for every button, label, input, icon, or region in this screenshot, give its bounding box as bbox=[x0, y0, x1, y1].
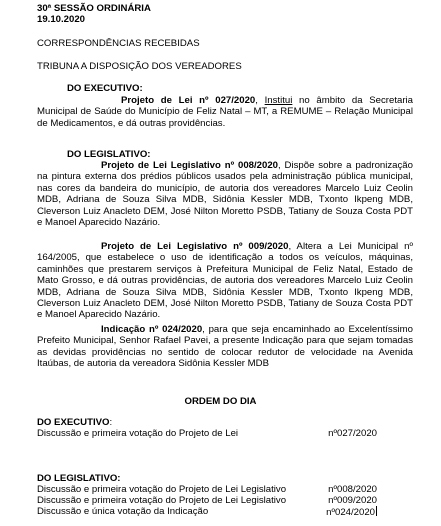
ordem-row-description: Discussão e primeira votação do Projeto de Lei bbox=[37, 428, 239, 439]
legislativo-heading: DO LEGISLATIVO: bbox=[67, 149, 151, 160]
session-title: 30ª SESSÃO ORDINÁRIA bbox=[37, 3, 151, 14]
ordem-row-number-wrap bbox=[326, 506, 377, 518]
legislativo-item-text: , Altera a Lei Municipal nº 164/2005, que estabelece o uso de identificação a todos os veículos, máquinas, caminhões que prestarem serviços à Prefeitura Municipal de Feliz Natal, Estado de Mato Grosso, e dá outras providências, de autoria dos vereadores Marcelo Luiz Ceolin MDB, Adriana de Souza Silva MDB, Sidônia Kessler MDB, Txonto Ikpeng MDB, Cleverson Luiz Anacleto DEM, José Nilton Moretto PSDB, Tatiany de Souza Costa PDT e Manoel Aparecido Nazário. bbox=[37, 241, 413, 321]
ordem-legislativo-row bbox=[37, 506, 377, 518]
ordem-executivo-heading bbox=[37, 417, 112, 428]
executivo-bill-title: Projeto de Lei nº 027/2020 bbox=[121, 95, 256, 106]
executivo-heading: DO EXECUTIVO: bbox=[67, 83, 143, 94]
ordem-executivo-heading-text: DO EXECUTIVO bbox=[37, 417, 110, 428]
executivo-bill bbox=[37, 95, 413, 129]
legislativo-item-text: , para que seja encaminhado ao Excelentíssimo Prefeito Municipal, Senhor Rafael Pavei, a presente Indicação para que sejam tomadas as devidas providências no sentido de colocar redutor de velocidade na Avenida Itaúbas, de autoria da vereadora Sidônia Kessler MDB bbox=[37, 324, 413, 370]
tribuna-heading: TRIBUNA A DISPOSIÇÃO DOS VEREADORES bbox=[37, 61, 242, 72]
ordem-heading: ORDEM DO DIA bbox=[184, 396, 257, 407]
legislativo-item-text: , Dispõe sobre a padronização na pintura externa dos prédios públicos usados pela administração pública municipal, nas cores da bandeira do município, de autoria dos vereadores Marcelo Luiz Ceolin MDB, Adriana de Souza Silva MDB, Sidônia Kessler MDB, Txonto Ikpeng MDB, Cleverson Luiz Anacleto DEM, José Nilton Moretto PSDB, Tatiany de Souza Costa PDT e Manoel Aparecido Nazário. bbox=[37, 160, 413, 229]
text-cursor bbox=[376, 506, 377, 516]
ordem-row-number: nº027/2020 bbox=[328, 428, 377, 439]
ordem-executivo-row bbox=[37, 428, 377, 439]
ordem-row-description: Discussão e única votação da Indicação bbox=[37, 506, 209, 517]
legislativo-item-1 bbox=[37, 160, 413, 228]
ordem-executivo-heading-colon: : bbox=[109, 417, 113, 428]
legislativo-item-title: Projeto de Lei Legislativo nº 009/2020 bbox=[101, 241, 289, 252]
executivo-bill-separator: , bbox=[255, 95, 265, 106]
ordem-legislativo-heading: DO LEGISLATIVO: bbox=[37, 473, 121, 484]
ordem-row-description: Discussão e primeira votação do Projeto de Lei Legislativo bbox=[37, 484, 287, 495]
legislativo-item-2 bbox=[37, 241, 413, 321]
session-date: 19.10.2020 bbox=[37, 14, 86, 25]
ordem-row-number: nº009/2020 bbox=[328, 495, 377, 506]
legislativo-item-3 bbox=[37, 324, 413, 370]
legislativo-item-title: Projeto de Lei Legislativo nº 008/2020 bbox=[101, 160, 278, 171]
correspondences-heading: CORRESPONDÊNCIAS RECEBIDAS bbox=[37, 38, 200, 49]
ordem-row-description: Discussão e primeira votação do Projeto de Lei Legislativo bbox=[37, 495, 287, 506]
executivo-bill-text: no âmbito da Secretaria Municipal de Saúde do Município de Feliz Natal – MT, a REMUME – Relação Municipal de Medicamentos, e dá outras providências. bbox=[37, 95, 413, 129]
ordem-row-number: nº024/2020 bbox=[326, 507, 375, 518]
executivo-bill-verb: Institui bbox=[264, 95, 293, 106]
legislativo-item-title: Indicação nº 024/2020 bbox=[101, 324, 203, 335]
ordem-legislativo-row bbox=[37, 495, 377, 506]
ordem-legislativo-row bbox=[37, 484, 377, 495]
ordem-row-number: nº008/2020 bbox=[328, 484, 377, 495]
